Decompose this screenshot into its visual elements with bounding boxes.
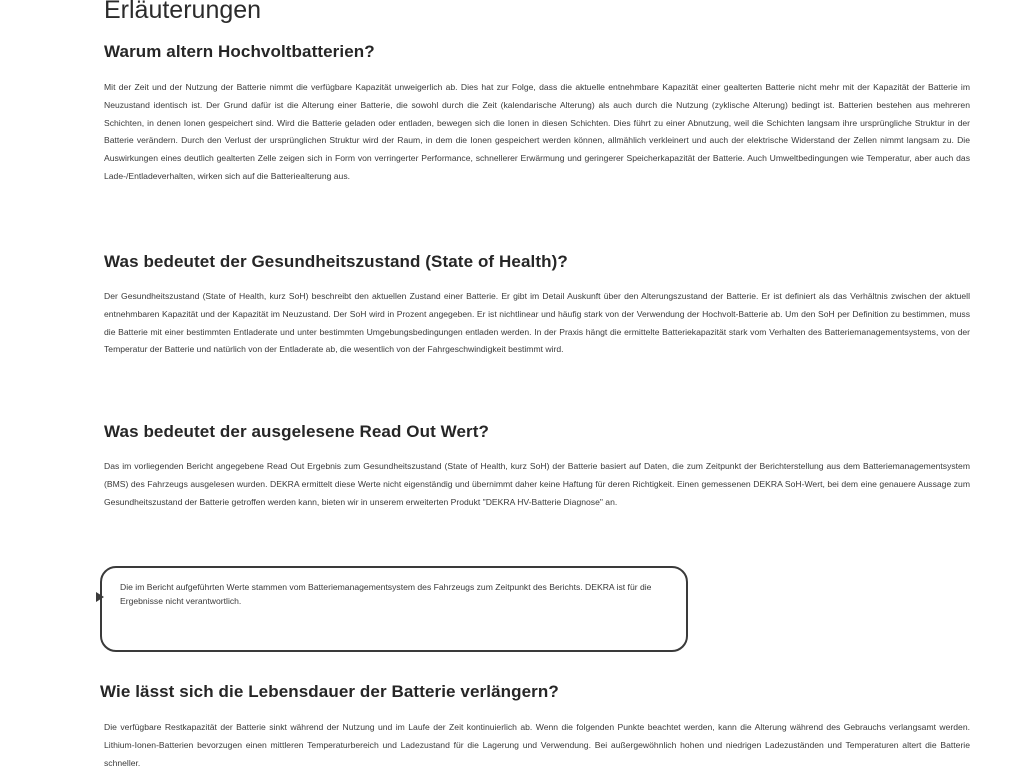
page-title: Erläuterungen bbox=[104, 0, 262, 24]
section-body-aging: Mit der Zeit und der Nutzung der Batterie nimmt die verfügbare Kapazität unweigerlich ab. Dies hat zur Folge, dass die aktuelle entnehmbare Kapazität einer gealterten Batterie nicht mehr mit der Kapazität der Batterie im Neuzustand identisch ist. Der Grund dafür ist die Alterung einer Batterie, die sowohl durch die Zeit (kalendarische Alterung) als auch durch die Nutzung (zyklische Alterung) bedingt ist. Batterien bestehen aus mehreren Schichten, in denen Ionen gespeichert sind. Wird die Batterie geladen oder entladen, bewegen sich die Ionen in diesen Schichten. Dies führt zu einer Abnutzung, weil die Schichten langsam ihre ursprüngliche Struktur in der Batterie verändern. Durch den Verlust der ursprünglichen Struktur wird der Raum, in dem die Ionen gespeichert werden können, allmählich verkleinert und auch der elektrische Widerstand der Zellen nimmt langsam zu. Die Auswirkungen eines deutlich gealterten Zelle zeigen sich in Form von verringerter Performance, schnellerer Erwärmung und geringerer Speicherkapazität der Batterie. Auch Umweltbedingungen wie Temperatur, aber auch das Lade-/Entladeverhalten, wirken sich auf die Batteriealterung aus. bbox=[104, 82, 970, 181]
note-marker-icon bbox=[96, 592, 104, 602]
section-heading-aging: Warum altern Hochvoltbatterien? bbox=[104, 42, 375, 61]
section-heading-read-out: Was bedeutet der ausgelesene Read Out Wert? bbox=[104, 422, 490, 441]
disclaimer-box bbox=[100, 566, 688, 652]
disclaimer-text: Die im Bericht aufgeführten Werte stammen vom Batteriemanagementsystem des Fahrzeugs zum Zeitpunkt des Berichts. DEKRA ist für die Ergebnisse nicht verantwortlich. bbox=[120, 582, 652, 606]
section-body-battery-life: Die verfügbare Restkapazität der Batterie sinkt während der Nutzung und im Laufe der Zeit kontinuierlich ab. Wenn die folgenden Punkte beachtet werden, kann die Alterung während des Gebrauchs verlangsamt werden. Lithium-Ionen-Batterien bevorzugen einen mittleren Temperaturbereich und Ladezustand für die Lagerung und Verwendung. Bei außergewöhnlich hohen und niedrigen Ladezuständen und Temperaturen altert die Batterie schneller. bbox=[104, 722, 970, 768]
section-heading-battery-life: Wie lässt sich die Lebensdauer der Batterie verlängern? bbox=[100, 682, 559, 701]
section-body-read-out: Das im vorliegenden Bericht angegebene Read Out Ergebnis zum Gesundheitszustand (State of Health, kurz SoH) der Batterie basiert auf Daten, die zum Zeitpunkt der Berichterstellung aus dem Batteriemanagementsystem (BMS) des Fahrzeugs ausgelesen wurden. DEKRA ermittelt diese Werte nicht eigenständig und übernimmt daher keine Haftung für deren Richtigkeit. Einen gemessenen DEKRA SoH-Wert, bei dem eine genauere Aussage zum Gesundheitszustand der Batterie getroffen werden kann, bieten wir in unserem erweiterten Produkt "DEKRA HV-Batterie Diagnose" an. bbox=[104, 461, 970, 507]
section-body-state-of-health: Der Gesundheitszustand (State of Health, kurz SoH) beschreibt den aktuellen Zustand einer Batterie. Er gibt im Detail Auskunft über den Alterungszustand der Batterie. Er ist definiert als das Verhältnis zwischen der aktuell entnehmbaren Kapazität und der Kapazität im Neuzustand. Der SoH wird in Prozent angegeben. Er ist nichtlinear und häufig stark von der Verwendung der Hochvolt-Batterie ab. Um den SoH per Definition zu bestimmen, muss die Batterie mit einer bestimmten Entladerate und unter bestimmten Umgebungsbedingungen entladen werden. In der Praxis hängt die ermittelte Batteriekapazität stark vom Verhalten des Batteriemanagementsystems, von der Temperatur der Batterie und natürlich von der Entladerate ab, die wesentlich von der Fahrgeschwindigkeit bestimmt wird. bbox=[104, 291, 970, 355]
section-heading-state-of-health: Was bedeutet der Gesundheitszustand (State of Health)? bbox=[104, 252, 568, 271]
